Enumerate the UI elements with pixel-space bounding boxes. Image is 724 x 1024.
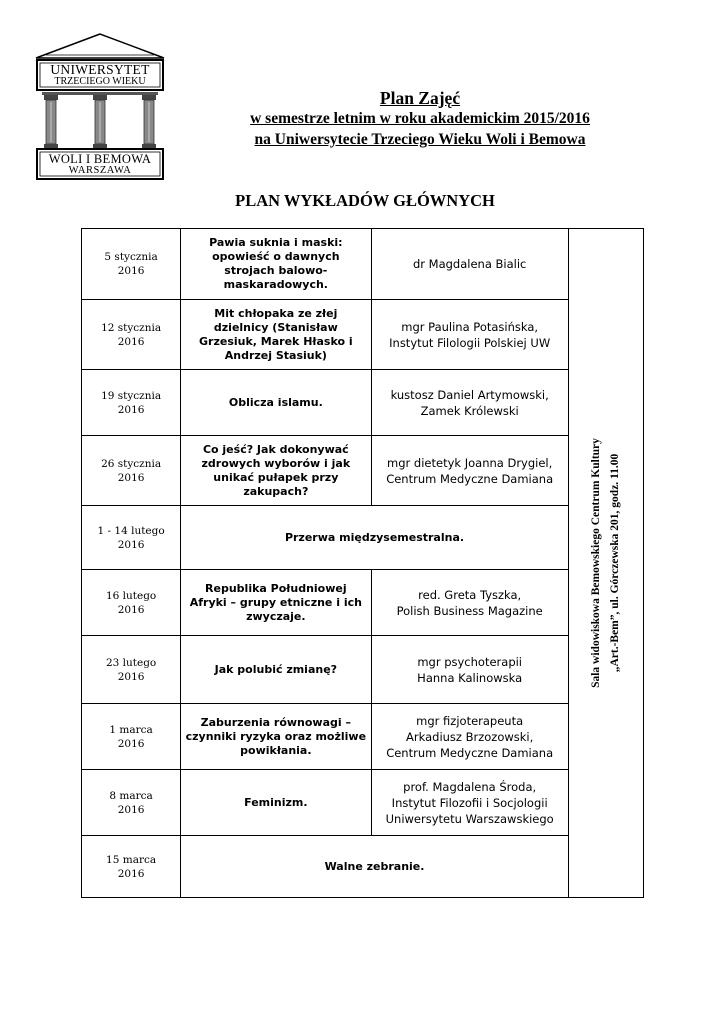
lecture-date: 16 lutego 2016 xyxy=(82,570,181,636)
lecture-date: 1 marca 2016 xyxy=(82,704,181,770)
venue-text: Sala widowiskowa Bemowskiego Centrum Kultury „Art.-Bem”, ul. Górczewska 201, godz. 11.00 xyxy=(589,438,621,688)
lecture-date: 5 stycznia 2016 xyxy=(82,229,181,300)
lecture-speaker: dr Magdalena Bialic xyxy=(371,229,568,300)
lecture-schedule-table xyxy=(81,228,644,898)
lecture-date: 26 stycznia 2016 xyxy=(82,436,181,506)
lecture-speaker: mgr fizjoterapeuta Arkadiusz Brzozowski, Centrum Medyczne Damiana xyxy=(371,704,568,770)
lecture-date: 23 lutego 2016 xyxy=(82,636,181,704)
lecture-date: 12 stycznia 2016 xyxy=(82,300,181,370)
table-row xyxy=(82,370,644,436)
logo-text-university: UNIWERSYTET xyxy=(50,62,150,77)
table-row xyxy=(82,570,644,636)
logo-text-third-age: TRZECIEGO WIEKU xyxy=(54,76,146,87)
semester-subtitle: w semestrze letnim w roku akademickim 2015/2016 xyxy=(250,110,590,127)
lecture-speaker: red. Greta Tyszka, Polish Business Magazine xyxy=(371,570,568,636)
lecture-topic: Co jeść? Jak dokonywać zdrowych wyborów i jak unikać pułapek przy zakupach? xyxy=(181,436,371,506)
table-row xyxy=(82,836,644,898)
lecture-speaker: mgr psychoterapii Hanna Kalinowska xyxy=(371,636,568,704)
table-row xyxy=(82,436,644,506)
table-row xyxy=(82,300,644,370)
institution-subtitle: na Uniwersytecie Trzeciego Wieku Woli i Bemowa xyxy=(254,131,586,148)
lecture-date: 19 stycznia 2016 xyxy=(82,370,181,436)
lecture-speaker: prof. Magdalena Środa, Instytut Filozofii i Socjologii Uniwersytetu Warszawskiego xyxy=(371,770,568,836)
venue-cell xyxy=(568,229,643,898)
general-meeting-text: Walne zebranie. xyxy=(181,836,569,898)
lecture-topic: Feminizm. xyxy=(181,770,371,836)
lecture-date: 8 marca 2016 xyxy=(82,770,181,836)
table-row xyxy=(82,770,644,836)
table-row xyxy=(82,229,644,300)
lecture-topic: Pawia suknia i maski: opowieść o dawnych strojach balowo-maskaradowych. xyxy=(181,229,371,300)
lecture-speaker: mgr dietetyk Joanna Drygiel, Centrum Medyczne Damiana xyxy=(371,436,568,506)
lecture-topic: Oblicza islamu. xyxy=(181,370,371,436)
lecture-topic: Jak polubić zmianę? xyxy=(181,636,371,704)
lecture-date: 1 - 14 lutego 2016 xyxy=(82,506,181,570)
table-row xyxy=(82,506,644,570)
table-row xyxy=(82,704,644,770)
section-title: PLAN WYKŁADÓW GŁÓWNYCH xyxy=(235,191,495,210)
logo-text-district: WOLI I BEMOWA xyxy=(48,152,152,166)
university-logo xyxy=(34,32,166,180)
lecture-topic: Republika Południowej Afryki – grupy etniczne i ich zwyczaje. xyxy=(181,570,371,636)
lecture-date: 15 marca 2016 xyxy=(82,836,181,898)
document-title: Plan Zajęć xyxy=(379,88,461,108)
lecture-speaker: mgr Paulina Potasińska, Instytut Filologii Polskiej UW xyxy=(371,300,568,370)
logo-text-city: WARSZAWA xyxy=(68,165,132,176)
lecture-topic: Zaburzenia równowagi – czynniki ryzyka oraz możliwe powikłania. xyxy=(181,704,371,770)
lecture-topic: Mit chłopaka ze złej dzielnicy (Stanisław Grzesiuk, Marek Hłasko i Andrzej Stasiuk) xyxy=(181,300,371,370)
table-row xyxy=(82,636,644,704)
semester-break-text: Przerwa międzysemestralna. xyxy=(181,506,569,570)
lecture-speaker: kustosz Daniel Artymowski, Zamek Królewski xyxy=(371,370,568,436)
